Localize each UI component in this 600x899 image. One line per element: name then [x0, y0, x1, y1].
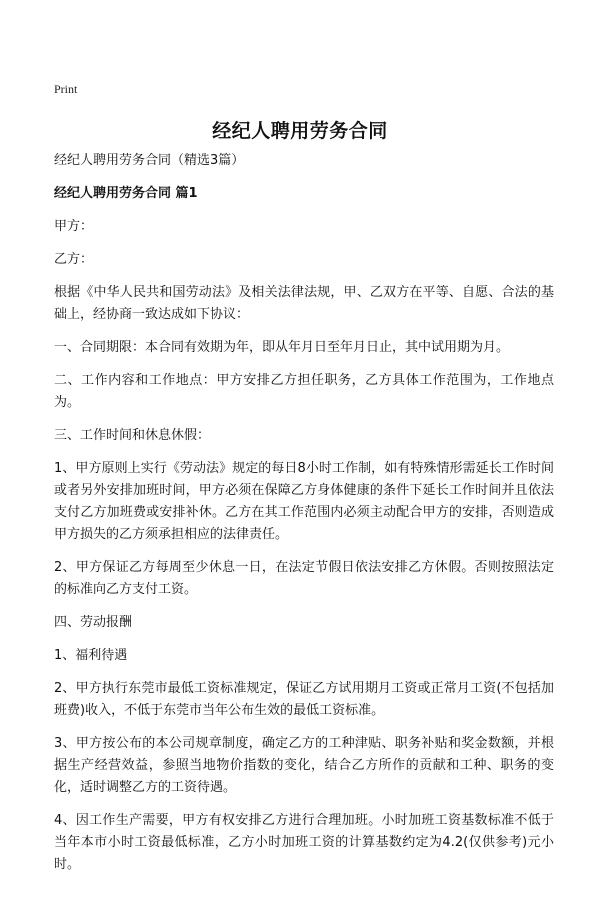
paragraph-minimum-wage: 2、甲方执行东莞市最低工资标准规定，保证乙方试用期月工资或正常月工资(不包括加班费)收入，不低于东莞市当年公布生效的最低工资标准。 [54, 681, 554, 718]
paragraph-contract-term: 一、合同期限：本合同有效期为年，即从年月日至年月日止，其中试用期为月。 [54, 340, 510, 355]
paragraph-remuneration-heading: 四、劳动报酬 [54, 615, 133, 630]
section-heading: 经纪人聘用劳务合同 篇1 [54, 186, 198, 201]
document-title: 经纪人聘用劳务合同 [212, 120, 388, 142]
print-label: Print [54, 82, 78, 96]
paragraph-working-hours-2: 2、甲方保证乙方每周至少休息一日，在法定节假日依法安排乙方休假。否则按照法定的标准向乙方支付工资。 [54, 560, 554, 597]
paragraph-benefits: 1、福利待遇 [54, 648, 128, 663]
paragraph-overtime: 4、因工作生产需要，甲方有权安排乙方进行合理加班。小时加班工资基数标准不低于当年本市小时工资最低标准，乙方小时加班工资的计算基数约定为4.2(仅供参考)元小时。 [54, 813, 554, 872]
paragraph-working-hours-1: 1、甲方原则上实行《劳动法》规定的每日8小时工作制，如有特殊情形需延长工作时间或者另外安排加班时间，甲方必须在保障乙方身体健康的条件下延长工作时间并且依法支付乙方加班费或安排补休。乙方在其工作范围内必须主动配合甲方的安排，否则造成甲方损失的乙方须承担相应的法律责任。 [54, 461, 554, 542]
party-a-line: 甲方： [54, 219, 94, 234]
paragraph-preamble: 根据《中华人民共和国劳动法》及相关法律法规，甲、乙双方在平等、自愿、合法的基础上，经协商一致达成如下协议： [54, 285, 554, 322]
document-body [54, 150, 554, 887]
paragraph-allowances: 3、甲方按公布的本公司规章制度，确定乙方的工种津贴、职务补贴和奖金数额，并根据生产经营效益，参照当地物价指数的变化，结合乙方所作的贡献和工种、职务的变化，适时调整乙方的工资待遇。 [54, 736, 554, 795]
paragraph-work-content: 二、工作内容和工作地点：甲方安排乙方担任职务，乙方具体工作范围为，工作地点为。 [54, 373, 554, 410]
party-b-line: 乙方： [54, 252, 94, 267]
document-subtitle: 经纪人聘用劳务合同（精选3篇） [54, 153, 245, 168]
paragraph-working-hours-heading: 三、工作时间和休息休假： [54, 428, 211, 443]
